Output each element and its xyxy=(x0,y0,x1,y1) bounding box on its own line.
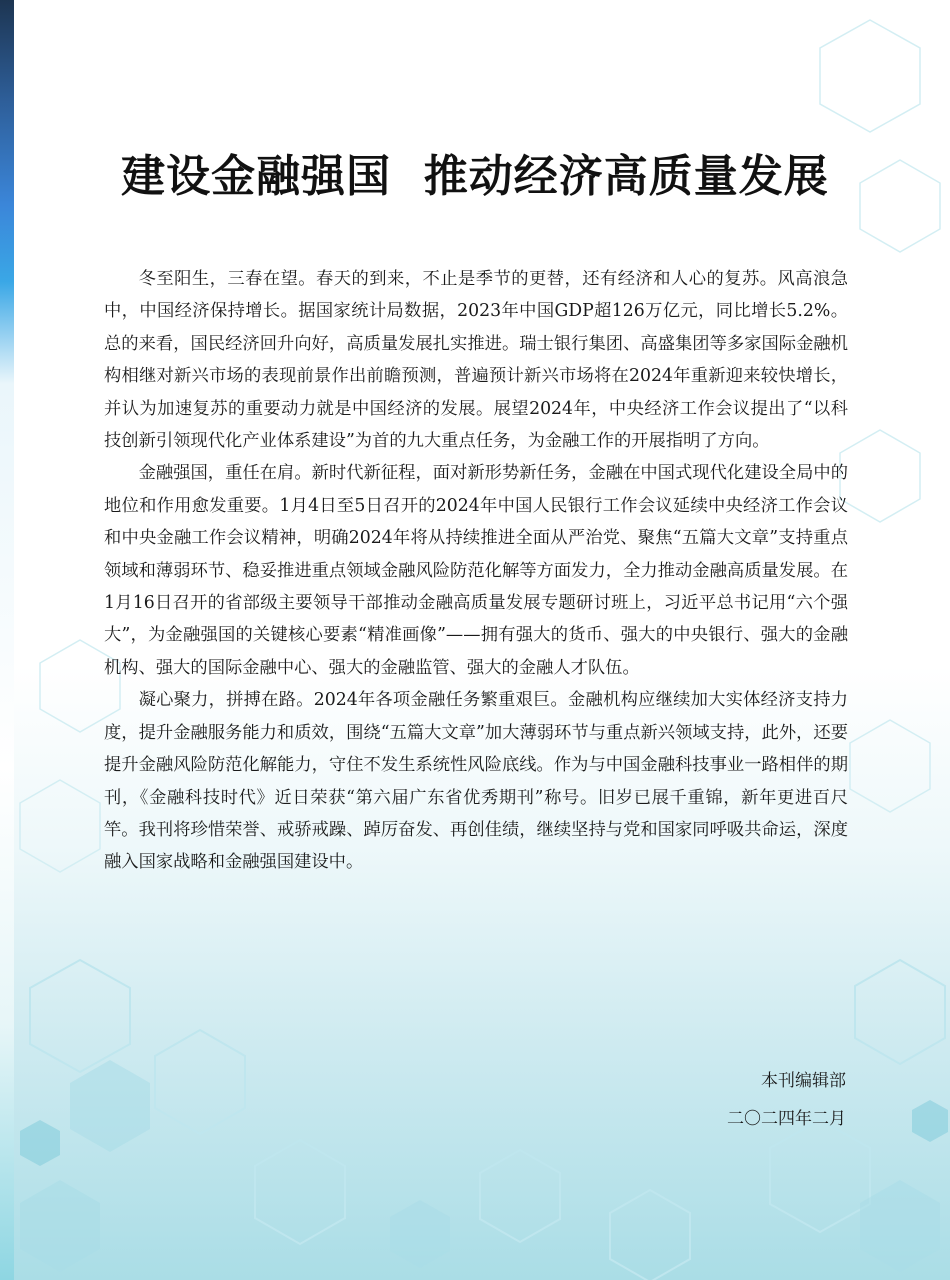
article-body xyxy=(104,263,848,879)
article-title: 建设金融强国 推动经济高质量发展 xyxy=(121,151,829,202)
paragraph: 冬至阳生，三春在望。春天的到来，不止是季节的更替，还有经济和人心的复苏。风高浪急中，中国经济保持增长。据国家统计局数据，2023年中国GDP超126万亿元，同比增长5.2%。总的来看，国民经济回升向好，高质量发展扎实推进。瑞士银行集团、高盛集团等多家国际金融机构相继对新兴市场的表现前景作出前瞻预测，普遍预计新兴市场将在2024年重新迎来较快增长，并认为加速复苏的重要动力就是中国经济的发展。展望2024年，中央经济工作会议提出了“以科技创新引领现代化产业体系建设”为首的九大重点任务，为金融工作的开展指明了方向。 xyxy=(104,269,848,452)
paragraph: 金融强国，重任在肩。新时代新征程，面对新形势新任务，金融在中国式现代化建设全局中的地位和作用愈发重要。1月4日至5日召开的2024年中国人民银行工作会议延续中央经济工作会议和中央金融工作会议精神，明确2024年将从持续推进全面从严治党、聚焦“五篇大文章”支持重点领域和薄弱环节、稳妥推进重点领域金融风险防范化解等方面发力，全力推动金融高质量发展。在1月16日召开的省部级主要领导干部推动金融高质量发展专题研讨班上，习近平总书记用“六个强大”，为金融强国的关键核心要素“精准画像”——拥有强大的货币、强大的中央银行、强大的金融机构、强大的国际金融中心、强大的金融监管、强大的金融人才队伍。 xyxy=(104,463,848,678)
publication-date: 二〇二四年二月 xyxy=(727,1109,846,1129)
editorial-signature: 本刊编辑部 xyxy=(761,1071,846,1091)
paragraph: 凝心聚力，拼搏在路。2024年各项金融任务繁重艰巨。金融机构应继续加大实体经济支持力度，提升金融服务能力和质效，围绕“五篇大文章”加大薄弱环节与重点新兴领域支持，此外，还要提升金融风险防范化解能力，守住不发生系统性风险底线。作为与中国金融科技事业一路相伴的期刊，《金融科技时代》近日荣获“第六届广东省优秀期刊”称号。旧岁已展千重锦，新年更进百尺竿。我刊将珍惜荣誉、戒骄戒躁、踔厉奋发、再创佳绩，继续坚持与党和国家同呼吸共命运，深度融入国家战略和金融强国建设中。 xyxy=(104,690,848,873)
